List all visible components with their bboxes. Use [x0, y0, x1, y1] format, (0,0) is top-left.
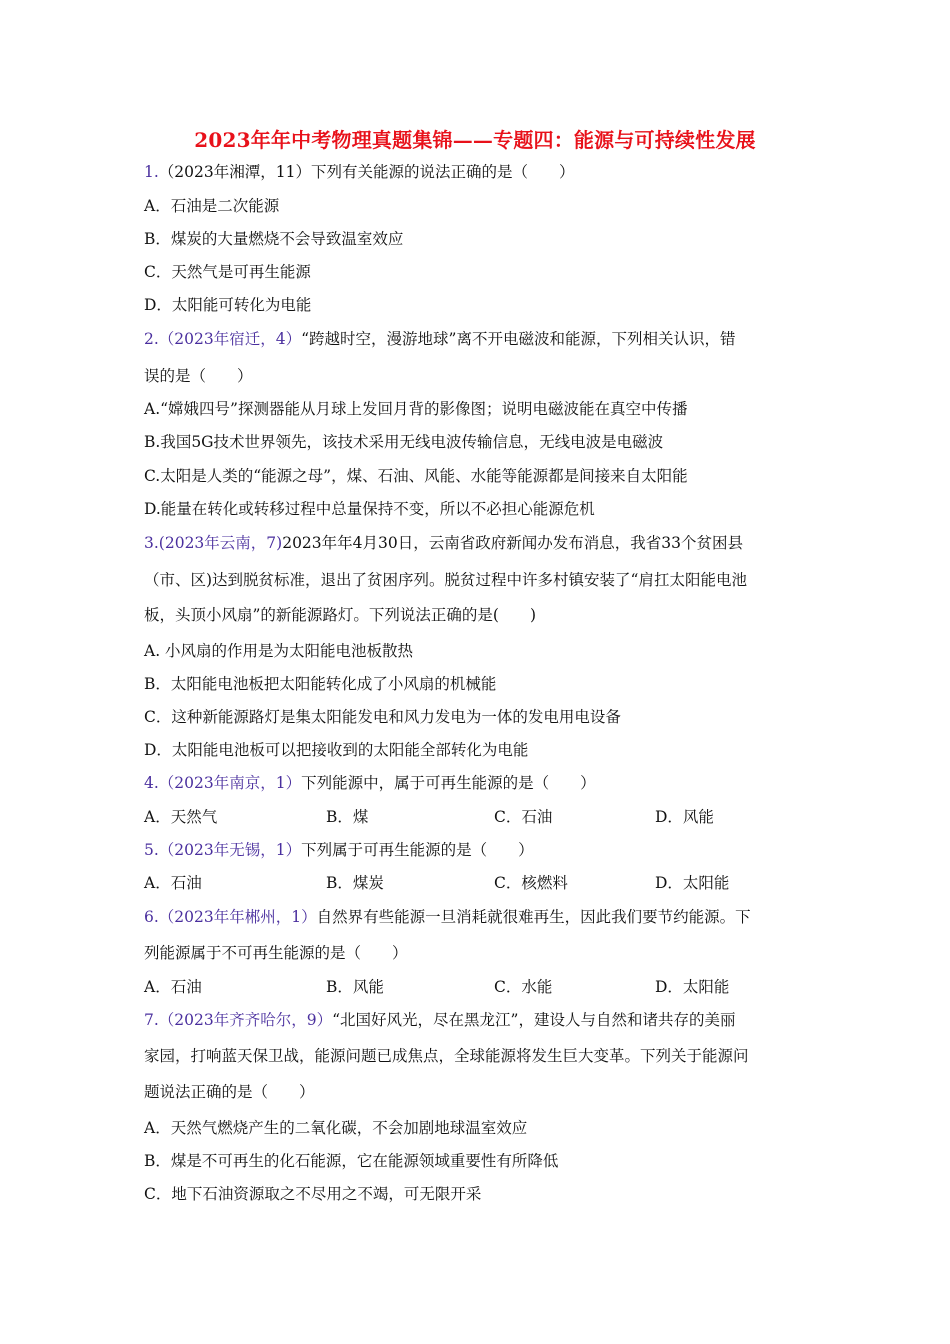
option: C．核燃料: [494, 874, 568, 892]
option: D．太阳能电池板可以把接收到的太阳能全部转化为电能: [144, 741, 529, 759]
question-source: （2023年南京，1）: [158, 774, 302, 792]
question-number: 4.: [144, 774, 159, 792]
question-3-stem: [144, 533, 743, 553]
question-source: (2023年云南，7): [158, 534, 283, 552]
question-number: 6.: [144, 908, 159, 926]
option: A．石油: [144, 978, 202, 996]
option: C．天然气是可再生能源: [144, 263, 311, 281]
option: A. 小风扇的作用是为太阳能电池板散热: [144, 642, 414, 660]
option: A．石油是二次能源: [144, 197, 280, 215]
question-7-stem: [144, 1010, 735, 1030]
option: D．太阳能: [655, 874, 730, 892]
option: C．这种新能源路灯是集太阳能发电和风力发电为一体的发电用电设备: [144, 708, 621, 726]
option: B．煤是不可再生的化石能源，它在能源领域重要性有所降低: [144, 1152, 559, 1170]
option: D．太阳能可转化为电能: [144, 296, 312, 314]
question-1-stem: [144, 162, 574, 182]
option: C．石油: [494, 808, 553, 826]
option: B．煤炭的大量燃烧不会导致温室效应: [144, 230, 404, 248]
question-number: 1.: [144, 163, 159, 181]
question-text: 题说法正确的是（ ）: [144, 1083, 315, 1101]
option: B．风能: [326, 978, 384, 996]
question-text: 2023年年4月30日，云南省政府新闻办发布消息，我省33个贫困县: [282, 534, 743, 552]
question-4-stem: [144, 773, 596, 793]
question-text: （市、区)达到脱贫标准，退出了贫困序列。脱贫过程中许多村镇安装了“肩扛太阳能电池: [144, 571, 747, 589]
option: A．天然气: [144, 808, 218, 826]
option: D．风能: [655, 808, 714, 826]
question-number: 2.: [144, 330, 159, 348]
question-text: 自然界有些能源一旦消耗就很难再生，因此我们要节约能源。下: [316, 908, 751, 926]
option: B.我国5G技术世界领先，该技术采用无线电波传输信息，无线电波是电磁波: [144, 433, 664, 451]
question-text: 下列属于可再生能源的是（ ）: [301, 841, 534, 859]
question-text: 列能源属于不可再生能源的是（ ）: [144, 944, 408, 962]
option: B．煤炭: [326, 874, 384, 892]
question-source: （2023年年郴州，1）: [158, 908, 317, 926]
question-6-stem: [144, 907, 751, 927]
option: A．天然气燃烧产生的二氧化碳，不会加剧地球温室效应: [144, 1119, 528, 1137]
question-source: （2023年无锡，1）: [158, 841, 302, 859]
question-text: “跨越时空，漫游地球”离不开电磁波和能源，下列相关认识，错: [301, 330, 736, 348]
option: D．太阳能: [655, 978, 730, 996]
option: C.太阳是人类的“能源之母”，煤、石油、风能、水能等能源都是间接来自太阳能: [144, 467, 688, 485]
question-text: 下列能源中，属于可再生能源的是（ ）: [301, 774, 596, 792]
question-text: 下列有关能源的说法正确的是（ ）: [310, 163, 575, 181]
question-text: 板，头顶小风扇”的新能源路灯。下列说法正确的是( ): [144, 606, 537, 624]
option: C．地下石油资源取之不尽用之不竭，可无限开采: [144, 1185, 482, 1203]
question-text: 家园，打响蓝天保卫战，能源问题已成焦点，全球能源将发生巨大变革。下列关于能源问: [144, 1047, 749, 1065]
option: D.能量在转化或转移过程中总量保持不变，所以不必担心能源危机: [144, 500, 595, 518]
question-number: 7.: [144, 1011, 159, 1029]
question-5-stem: [144, 840, 534, 860]
question-number: 5.: [144, 841, 159, 859]
question-text: “北国好风光，尽在黑龙江”，建设人与自然和诸共存的美丽: [332, 1011, 736, 1029]
option: A．石油: [144, 874, 202, 892]
page-title: 2023年年中考物理真题集锦——专题四：能源与可持续性发展: [194, 128, 756, 152]
question-number: 3.: [144, 534, 159, 552]
question-source: （2023年湘潭，11）: [158, 163, 311, 181]
question-source: （2023年齐齐哈尔，9）: [158, 1011, 333, 1029]
question-2-stem: [144, 329, 735, 349]
question-source: （2023年宿迁，4）: [158, 330, 302, 348]
option: B．煤: [326, 808, 369, 826]
option: C．水能: [494, 978, 553, 996]
option: B．太阳能电池板把太阳能转化成了小风扇的机械能: [144, 675, 497, 693]
option: A.“嫦娥四号”探测器能从月球上发回月背的影像图；说明电磁波能在真空中传播: [144, 400, 688, 418]
question-text: 误的是（ ）: [144, 367, 253, 385]
